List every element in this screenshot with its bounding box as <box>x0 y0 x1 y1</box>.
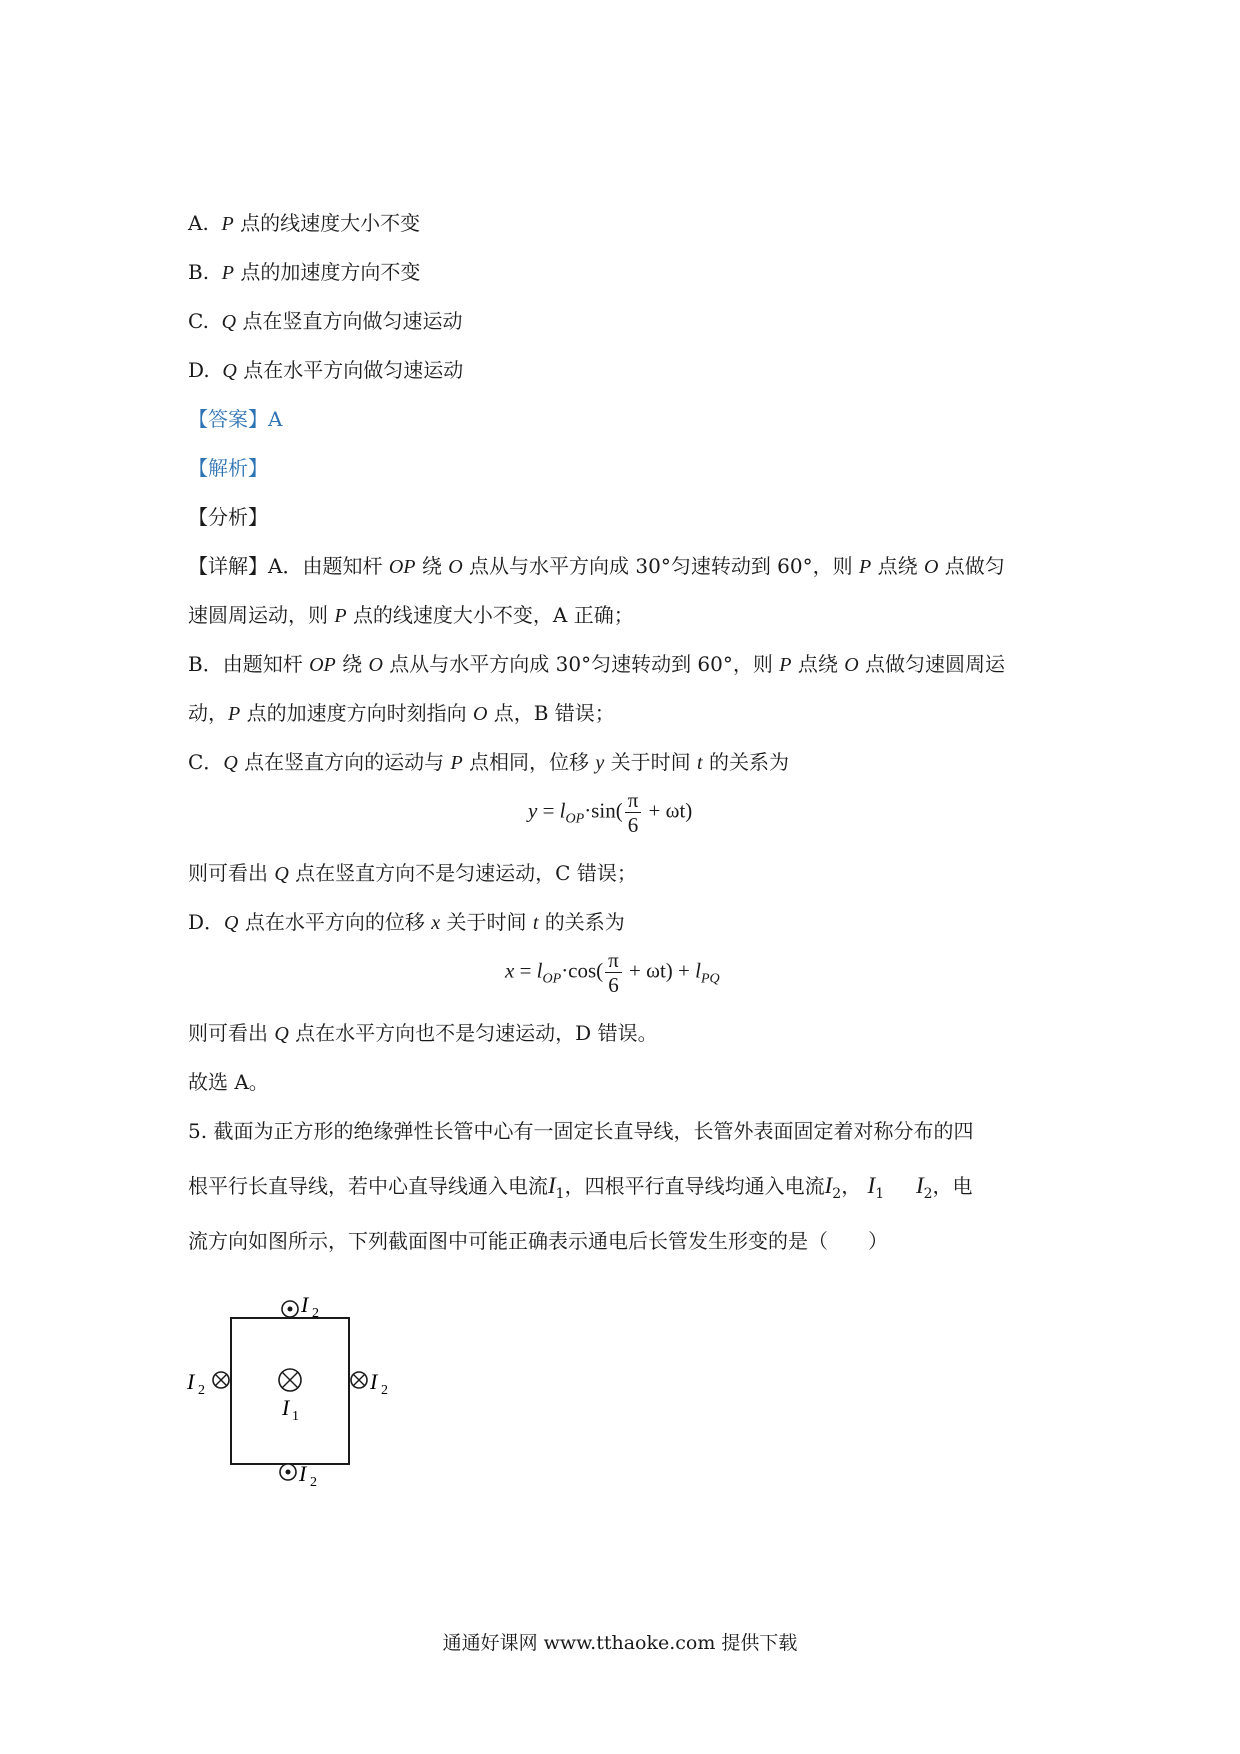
bottom-wire-dot-icon <box>280 1464 296 1480</box>
left-label: I <box>187 1369 195 1394</box>
q5-line2: 根平行长直导线，若中心直导线通入电流$I_1$，四根平行直导线均通入电流$I_2$， $I_1$ $I_2$，电 <box>188 1173 973 1202</box>
detail-d-line2: 则可看出 Q 点在水平方向也不是匀速运动，D 错误。 <box>188 1021 658 1045</box>
bottom-sub: 2 <box>310 1475 317 1490</box>
equation-y: $y = l_{OP}\cdot\sin$( $\frac{\pi}{6}$ + ωt) <box>528 788 693 837</box>
right-label: I <box>370 1369 378 1394</box>
bottom-label: I <box>299 1461 307 1486</box>
right-wire-cross-icon <box>351 1372 367 1388</box>
q5-line3: 流方向如图所示，下列截面图中可能正确表示通电后长管发生形变的是（ ） <box>188 1229 888 1253</box>
top-label: I <box>301 1292 309 1317</box>
fenxi-heading: 【分析】 <box>188 505 268 529</box>
option-c: C. Q 点在竖直方向做匀速运动 <box>188 309 463 333</box>
center-sub: 1 <box>292 1409 299 1424</box>
q5-line1: 5. 截面为正方形的绝缘弹性长管中心有一固定长直导线，长管外表面固定着对称分布的四 <box>188 1119 974 1143</box>
answer-value: A <box>268 407 283 431</box>
option-a: A. P 点的线速度大小不变 <box>188 211 421 235</box>
q5-figure <box>185 1285 405 1505</box>
detail-b-line2: 动，P 点的加速度方向时刻指向 O 点，B 错误； <box>188 701 615 725</box>
top-wire-dot-icon <box>282 1301 298 1317</box>
answer-line <box>188 405 282 433</box>
left-wire-cross-icon <box>213 1372 229 1388</box>
answer-tag: 【答案】 <box>188 407 268 431</box>
detail-b-line1: B．由题知杆 OP 绕 O 点从与水平方向成 30°匀速转动到 60°，则 P 点绕 O 点做匀速圆周运 <box>188 652 1005 676</box>
detail-a-line1: 【详解】A．由题知杆 OP 绕 O 点从与水平方向成 30°匀速转动到 60°，则 P 点绕 O 点做匀 <box>188 554 1005 578</box>
option-b: B. P 点的加速度方向不变 <box>188 260 421 284</box>
jiexi-heading: 【解析】 <box>188 456 268 480</box>
detail-c-line1: C．Q 点在竖直方向的运动与 P 点相同，位移 y 关于时间 t 的关系为 <box>188 750 789 774</box>
right-sub: 2 <box>381 1383 388 1398</box>
page-footer: 通通好课网 www.tthaoke.com 提供下载 <box>442 1632 798 1654</box>
left-sub: 2 <box>198 1383 205 1398</box>
equation-x: $x = l_{OP}\cdot\cos$( $\frac{\pi}{6}$ + $\omega t) + l_{PQ}$ <box>505 948 720 997</box>
detail-d-line1: D．Q 点在水平方向的位移 x 关于时间 t 的关系为 <box>188 910 625 934</box>
top-sub: 2 <box>312 1306 319 1321</box>
detail-a-line2: 速圆周运动，则 P 点的线速度大小不变，A 正确； <box>188 603 634 627</box>
detail-c-line2: 则可看出 Q 点在竖直方向不是匀速运动，C 错误； <box>188 861 637 885</box>
option-d: D. Q 点在水平方向做匀速运动 <box>188 358 464 382</box>
center-label: I <box>282 1395 290 1420</box>
center-wire-cross-icon <box>279 1369 301 1391</box>
choose-line: 故选 A。 <box>188 1070 269 1094</box>
